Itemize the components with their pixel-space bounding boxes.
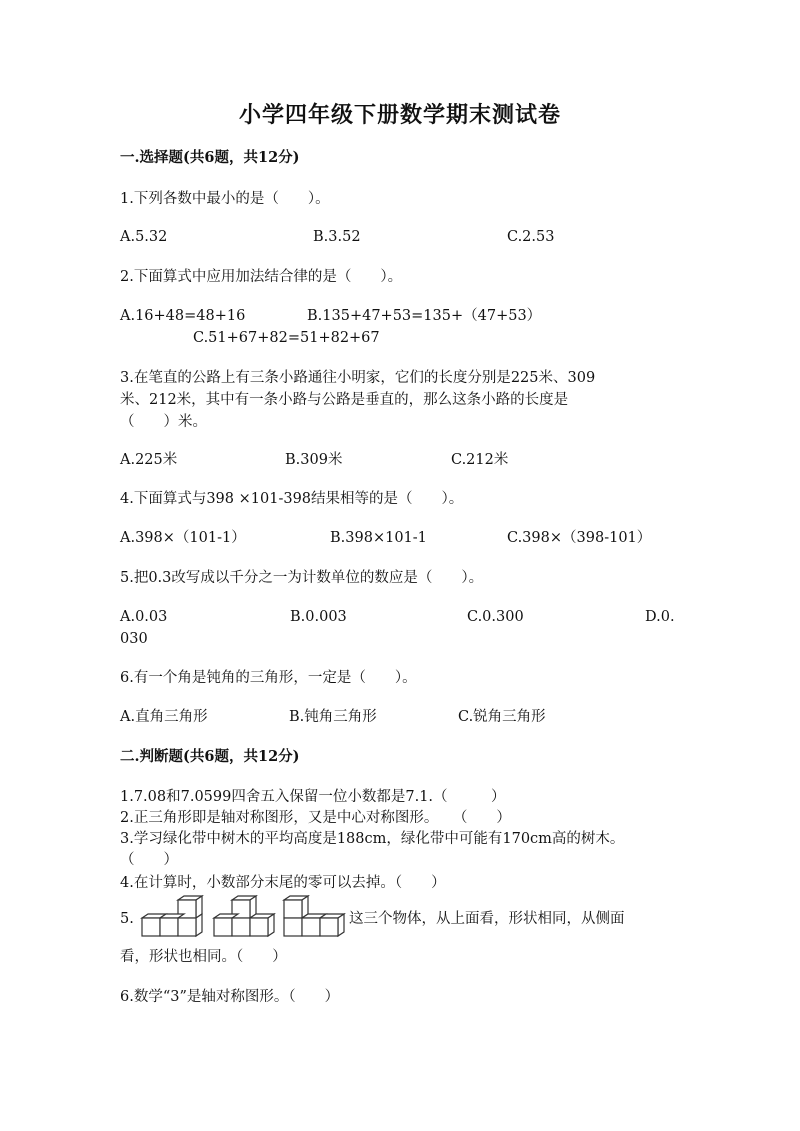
j4: 4.在计算时，小数部分末尾的零可以去掉。（ ） [120,875,446,891]
cube-figure-1 [138,894,206,940]
q1-option-b: B.3.52 [313,229,361,245]
q5-option-a: A.0.03 [120,609,168,625]
q6-stem: 6.有一个角是钝角的三角形，一定是（ ）。 [120,670,417,686]
q4-option-c: C.398×（398-101） [507,530,652,546]
q5-option-c: C.0.300 [467,609,524,625]
q3-option-a: A.225米 [120,452,178,468]
j5-number: 5. [120,911,134,927]
j6: 6.数学“3”是轴对称图形。（ ） [120,989,340,1005]
q5-stem: 5.把0.3改写成以千分之一为计数单位的数应是（ ）。 [120,570,484,586]
j3-line1: 3.学习绿化带中树木的平均高度是188cm，绿化带中可能有170cm高的树木。 [120,831,625,847]
q2-option-b: B.135+47+53=135+（47+53） [307,308,542,324]
section-heading-choice: 一.选择题(共6题，共12分) [120,149,300,166]
j5-line2: 看，形状也相同。（ ） [120,949,287,965]
q3-option-c: C.212米 [451,452,509,468]
page-title: 小学四年级下册数学期末测试卷 [238,102,561,128]
cube-figure-2 [210,894,278,940]
q4-stem: 4.下面算式与398 ×101-398结果相等的是（ ）。 [120,491,464,507]
q5-option-d-part2: 030 [120,631,148,647]
q2-stem-text: 2.下面算式中应用加法结合律的是（ ）。 [120,269,403,285]
q1-option-c: C.2.53 [507,229,555,245]
q6-option-c: C.锐角三角形 [458,709,546,725]
q1-option-a: A.5.32 [120,229,168,245]
q3-stem-line1: 3.在笔直的公路上有三条小路通往小明家，它们的长度分别是225米、309 [120,370,596,386]
q3-stem-line3: （ ）米。 [120,414,207,430]
j3-line2: （ ） [120,852,178,868]
q4-option-a: A.398×（101-1） [120,530,246,546]
q2-option-c: C.51+67+82=51+82+67 [193,330,380,346]
q1-stem: 1.下列各数中最小的是（ ）。 [120,191,330,207]
q3-stem-line2: 米、212米，其中有一条小路与公路是垂直的，那么这条小路的长度是 [120,392,569,408]
q6-option-a: A.直角三角形 [120,709,208,725]
q3-option-b: B.309米 [285,452,343,468]
j2: 2.正三角形即是轴对称图形，又是中心对称图形。 （ ） [120,810,511,826]
q6-option-b: B.钝角三角形 [289,709,377,725]
q4-option-b: B.398×101-1 [330,530,427,546]
j5-line1: 这三个物体，从上面看，形状相同，从侧面 [349,911,625,927]
q5-option-d-part1: D.0. [645,609,675,625]
cube-figure-3 [280,894,348,940]
section-heading-judge: 二.判断题(共6题，共12分) [120,748,300,765]
q5-option-b: B.0.003 [290,609,347,625]
q2-option-a: A.16+48=48+16 [120,308,246,324]
j1: 1.7.08和7.0599四舍五入保留一位小数都是7.1.（ ） [120,789,506,805]
